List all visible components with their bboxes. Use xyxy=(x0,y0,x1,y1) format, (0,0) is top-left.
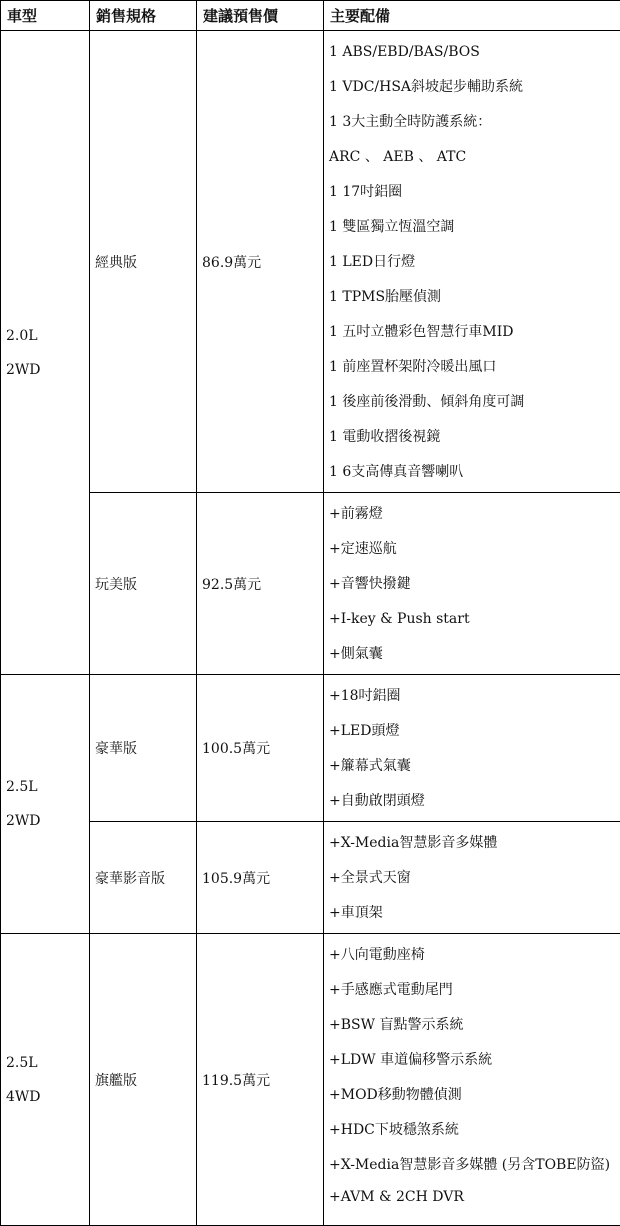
feature-item: 1 LED日行燈 xyxy=(329,245,615,280)
engine-label: 2.5L xyxy=(6,770,84,804)
table-row xyxy=(1,822,620,934)
drive-label: 2WD xyxy=(6,804,84,838)
feature-item: 1 6支高傳真音響喇叭 xyxy=(329,455,615,490)
table-row xyxy=(1,675,620,822)
feature-item: +LDW 車道偏移警示系統 xyxy=(329,1043,615,1078)
feature-item: +定速巡航 xyxy=(329,532,615,567)
trim-name: 豪華版 xyxy=(90,675,197,822)
trim-price: 92.5萬元 xyxy=(197,493,324,675)
trim-price: 86.9萬元 xyxy=(197,31,324,493)
trim-price: 105.9萬元 xyxy=(197,822,324,934)
header-trim: 銷售規格 xyxy=(90,1,197,31)
feature-item: +MOD移動物體偵測 xyxy=(329,1078,615,1113)
engine-label: 2.5L xyxy=(6,1046,84,1080)
feature-list xyxy=(324,493,620,675)
table-row xyxy=(1,934,620,1226)
feature-item: 1 TPMS胎壓偵測 xyxy=(329,280,615,315)
feature-item: +簾幕式氣囊 xyxy=(329,749,615,784)
feature-item: +I-key & Push start xyxy=(329,602,615,637)
feature-item: +側氣囊 xyxy=(329,637,615,672)
feature-item: +車頂架 xyxy=(329,896,615,931)
feature-item: +BSW 盲點警示系統 xyxy=(329,1008,615,1043)
feature-item: +全景式天窗 xyxy=(329,861,615,896)
feature-item: +自動啟閉頭燈 xyxy=(329,784,615,819)
feature-item: 1 後座前後滑動、傾斜角度可調 xyxy=(329,385,615,420)
model-cell xyxy=(1,675,90,934)
feature-item: +八向電動座椅 xyxy=(329,938,615,973)
engine-label: 2.0L xyxy=(6,319,84,353)
trim-name: 玩美版 xyxy=(90,493,197,675)
feature-list xyxy=(324,822,620,934)
trim-name: 豪華影音版 xyxy=(90,822,197,934)
trim-name: 旗艦版 xyxy=(90,934,197,1226)
feature-item: +LED頭燈 xyxy=(329,714,615,749)
feature-list xyxy=(324,934,620,1226)
feature-item: ARC 、 AEB 、 ATC xyxy=(329,140,615,175)
feature-list xyxy=(324,31,620,493)
feature-list xyxy=(324,675,620,822)
feature-item: +前霧燈 xyxy=(329,497,615,532)
drive-label: 4WD xyxy=(6,1080,84,1114)
feature-item: +X-Media智慧影音多媒體 xyxy=(329,826,615,861)
feature-item: 1 前座置杯架附冷暖出風口 xyxy=(329,350,615,385)
feature-item: 1 ABS/EBD/BAS/BOS xyxy=(329,35,615,70)
header-model: 車型 xyxy=(1,1,90,31)
drive-label: 2WD xyxy=(6,353,84,387)
header-price: 建議預售價 xyxy=(197,1,324,31)
header-features: 主要配備 xyxy=(324,1,620,31)
trim-price: 100.5萬元 xyxy=(197,675,324,822)
model-cell xyxy=(1,31,90,675)
table-row xyxy=(1,31,620,493)
feature-item: +HDC下坡穩煞系統 xyxy=(329,1113,615,1148)
feature-item: +音響快撥鍵 xyxy=(329,567,615,602)
feature-item: +18吋鋁圈 xyxy=(329,679,615,714)
trim-name: 經典版 xyxy=(90,31,197,493)
trim-price: 119.5萬元 xyxy=(197,934,324,1226)
feature-item: +手感應式電動尾門 xyxy=(329,973,615,1008)
table-row xyxy=(1,493,620,675)
header-row xyxy=(1,1,620,31)
feature-item: 1 雙區獨立恆溫空調 xyxy=(329,210,615,245)
feature-item: 1 五吋立體彩色智慧行車MID xyxy=(329,315,615,350)
feature-item: +X-Media智慧影音多媒體 (另含TOBE防盜) xyxy=(329,1148,615,1180)
feature-item: +AVM & 2CH DVR xyxy=(329,1180,615,1215)
feature-item: 1 電動收摺後視鏡 xyxy=(329,420,615,455)
feature-item: 1 VDC/HSA斜坡起步輔助系統 xyxy=(329,70,615,105)
feature-item: 1 3大主動全時防護系統： xyxy=(329,105,615,140)
feature-item: 1 17吋鋁圈 xyxy=(329,175,615,210)
model-cell xyxy=(1,934,90,1226)
